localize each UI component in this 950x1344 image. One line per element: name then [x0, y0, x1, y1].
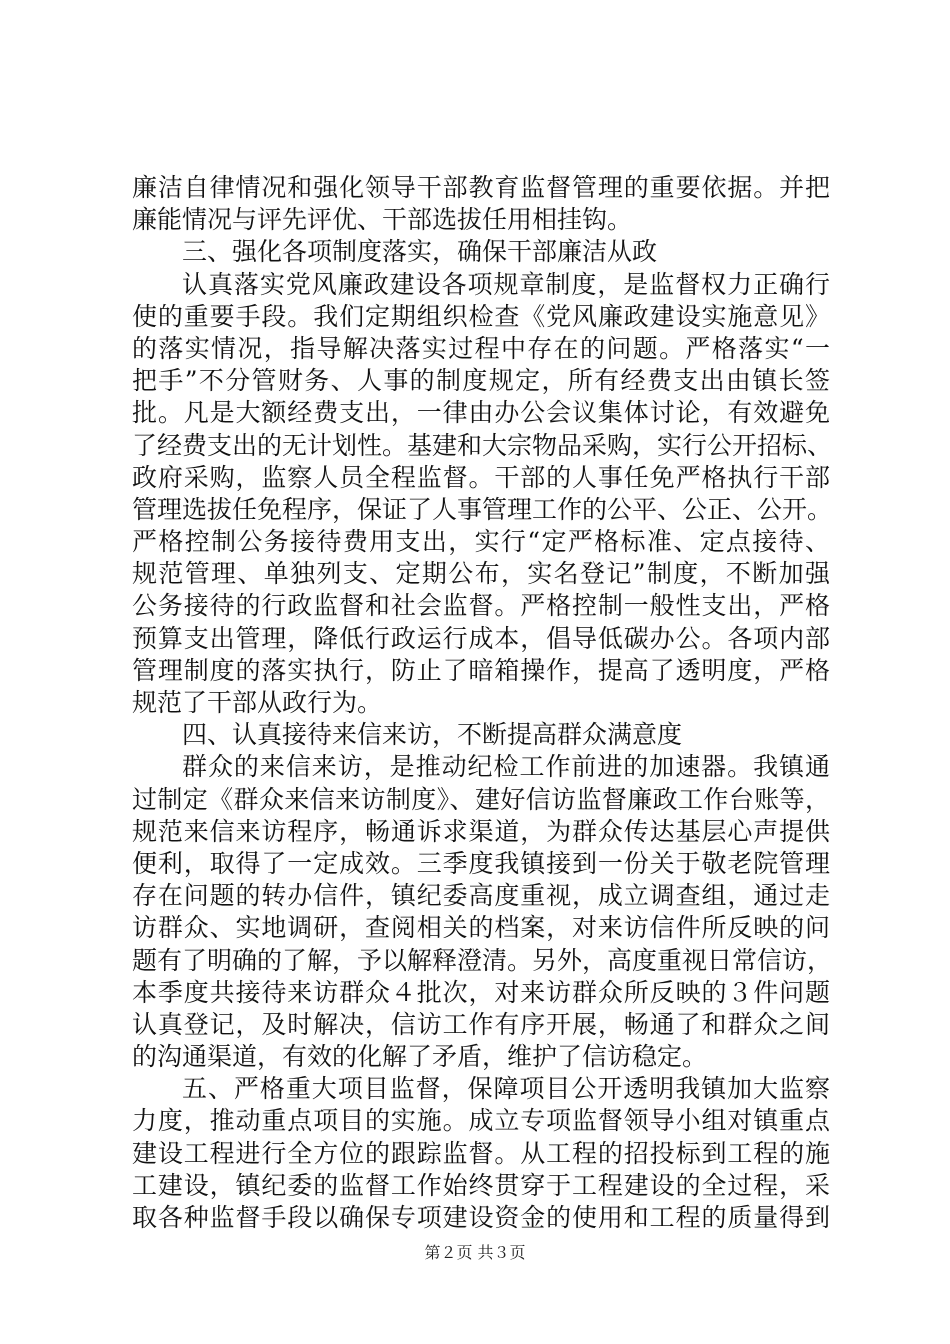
- text-line: 五、严格重大项目监督，保障项目公开透明我镇加大监察: [182, 1074, 830, 1104]
- text-line: 规范来信来访程序，畅通诉求渠道，为群众传达基层心声提供: [132, 816, 830, 846]
- text-line: 批。凡是大额经费支出，一律由办公会议集体讨论，有效避免: [132, 398, 830, 428]
- text-line: 规范管理、单独列支、定期公布，实名登记”制度，不断加强: [132, 559, 830, 589]
- text-line: 使的重要手段。我们定期组织检查《党风廉政建设实施意见》: [132, 301, 830, 331]
- text-line: 取各种监督手段以确保专项建设资金的使用和工程的质量得到: [132, 1203, 830, 1232]
- text-line: 题有了明确的了解，予以解释澄清。另外，高度重视日常信访，: [132, 945, 833, 975]
- text-line: 管理制度的落实执行，防止了暗箱操作，提高了透明度，严格: [132, 655, 830, 685]
- text-line: 便利，取得了一定成效。三季度我镇接到一份关于敬老院管理: [132, 848, 830, 878]
- text-line: 的落实情况，指导解决落实过程中存在的问题。严格落实“一: [132, 333, 830, 363]
- text-line: 过制定《群众来信来访制度》、建好信访监督廉政工作台账等，: [132, 784, 830, 814]
- text-line: 认真登记，及时解决，信访工作有序开展，畅通了和群众之间: [132, 1009, 830, 1039]
- text-line: 预算支出管理，降低行政运行成本，倡导低碳办公。各项内部: [132, 623, 830, 653]
- section-heading: 四、认真接待来信来访，不断提高群众满意度: [182, 720, 683, 750]
- document-body: [132, 172, 833, 1234]
- section-heading: 三、强化各项制度落实，确保干部廉洁从政: [182, 237, 658, 267]
- text-line: 廉能情况与评先评优、干部选拔任用相挂钩。: [132, 205, 633, 235]
- text-line: 廉洁自律情况和强化领导干部教育监督管理的重要依据。并把: [132, 173, 830, 202]
- text-line: 工建设，镇纪委的监督工作始终贯穿于工程建设的全过程，采: [132, 1170, 830, 1200]
- text-line: 认真落实党风廉政建设各项规章制度，是监督权力正确行: [182, 269, 830, 299]
- text-line: 公务接待的行政监督和社会监督。严格控制一般性支出，严格: [132, 591, 830, 621]
- text-line: 了经费支出的无计划性。基建和大宗物品采购，实行公开招标、: [132, 430, 833, 460]
- page-footer: 第２页 共３页: [424, 1243, 526, 1262]
- text-line: 力度，推动重点项目的实施。成立专项监督领导小组对镇重点: [132, 1106, 830, 1136]
- text-line: 本季度共接待来访群众４批次，对来访群众所反映的３件问题: [132, 977, 830, 1007]
- text-line: 群众的来信来访，是推动纪检工作前进的加速器。我镇通: [182, 752, 830, 782]
- text-line: 严格控制公务接待费用支出，实行“定严格标准、定点接待、: [132, 527, 830, 557]
- text-line: 访群众、实地调研，查阅相关的档案，对来访信件所反映的问: [132, 913, 830, 943]
- text-line: 建设工程进行全方位的跟踪监督。从工程的招投标到工程的施: [132, 1138, 830, 1168]
- text-line: 管理选拔任免程序，保证了人事管理工作的公平、公正、公开。: [132, 494, 833, 524]
- text-line: 把手”不分管财务、人事的制度规定，所有经费支出由镇长签: [132, 366, 830, 396]
- text-line: 的沟通渠道，有效的化解了矛盾，维护了信访稳定。: [132, 1042, 708, 1072]
- text-line: 规范了干部从政行为。: [132, 688, 383, 717]
- text-line: 政府采购，监察人员全程监督。干部的人事任免严格执行干部: [132, 462, 830, 492]
- text-line: 存在问题的转办信件，镇纪委高度重视，成立调查组，通过走: [132, 881, 830, 911]
